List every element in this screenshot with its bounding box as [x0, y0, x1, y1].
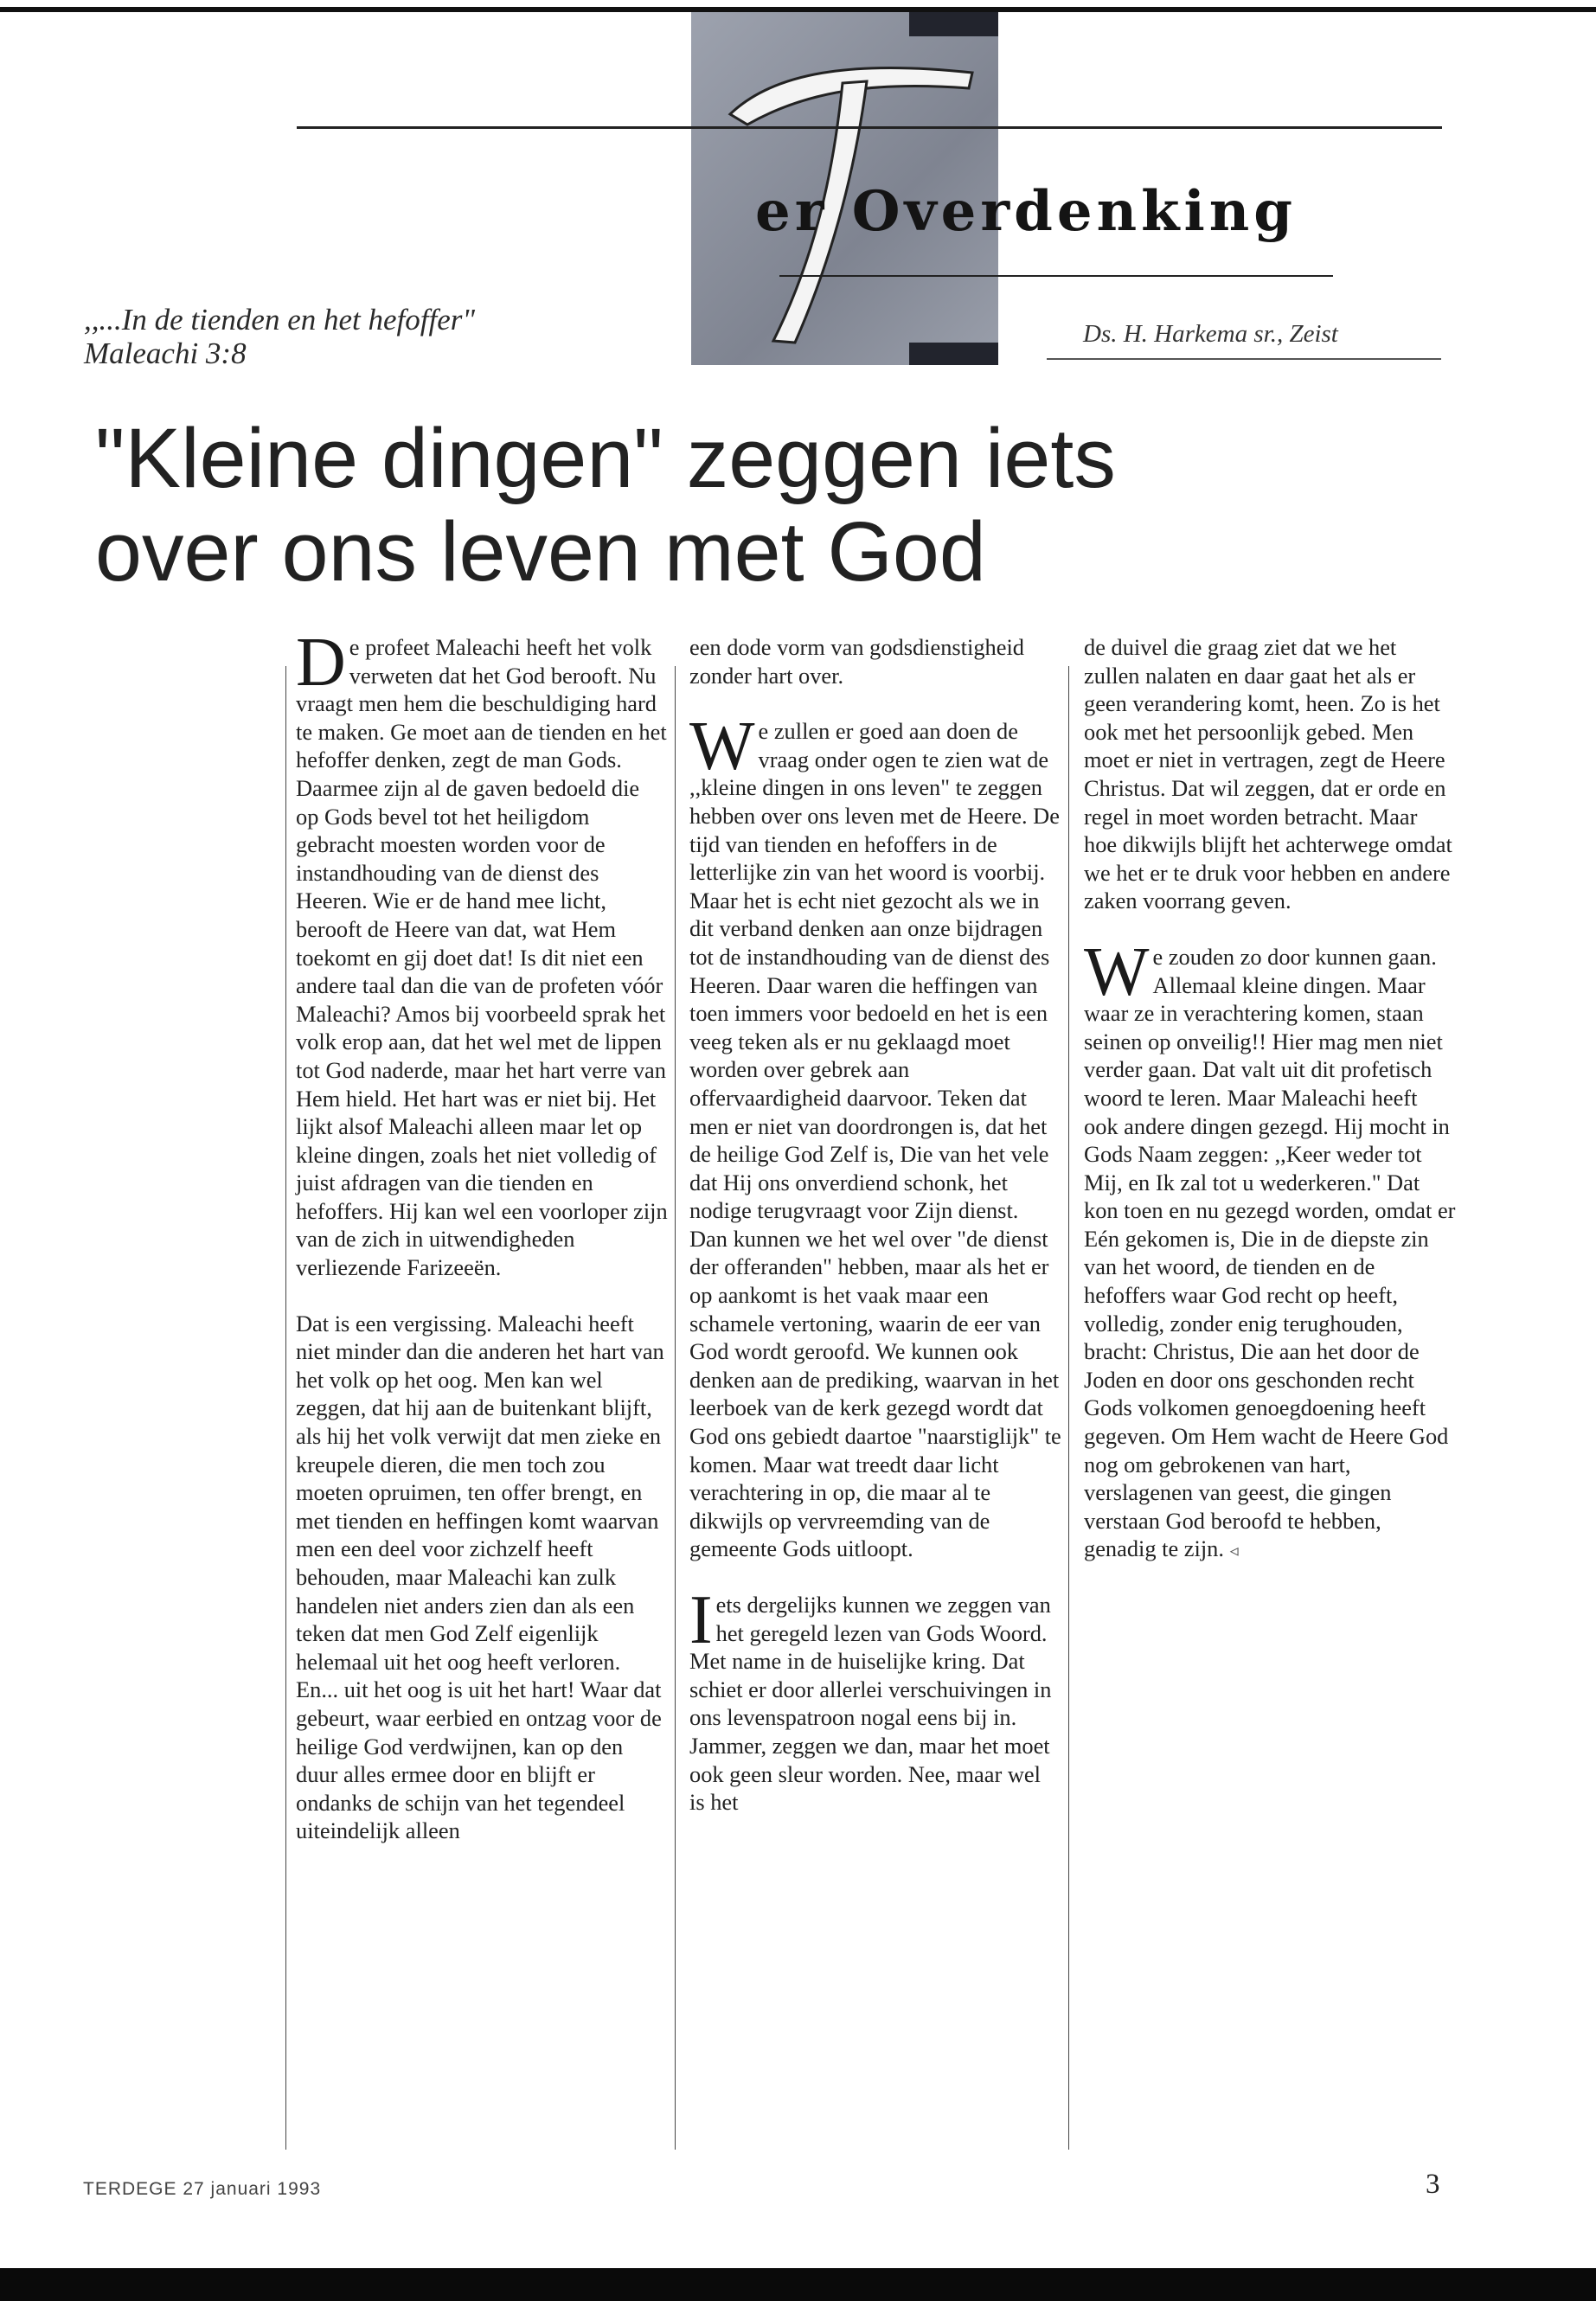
paragraph: [296, 1310, 668, 1845]
author-byline: Ds. H. Harkema sr., Zeist: [1083, 320, 1338, 348]
epigraph-quote: [84, 303, 475, 370]
headline: [95, 412, 1393, 599]
headline-line-2: over ons leven met God: [95, 504, 986, 599]
paragraph-text: e profeet Maleachi heeft het volk verweten dat het God berooft. Nu vraagt men hem die beschuldiging hard te maken. Ge moet aan de tienden en het hefoffer denken, zegt de man Gods. Daarmee zijn al de gaven bedoeld die op Gods bevel tot het heiligdom gebracht moesten worden voor de instandhouding van de dienst des Heeren. Wie er de hand mee licht, berooft de Heere van dat, wat Hem toekomt en gij doet dat! Is dit niet een andere taal dan die van de profeten vóór Maleachi? Amos bij voorbeeld sprak het volk erop aan, dat het wel met de lippen tot God naderde, maar het hart verre van Hem hield. Het hart was er niet bij. Het lijkt alsof Maleachi alleen maar let op kleine dingen, zoals het niet volledig of juist afdragen van die tienden en hefoffers. Hij kan wel een voorloper zijn van de zich in uitwendigheden verliezende Farizeeën.: [296, 634, 668, 1281]
epigraph-line: ,,...In de tienden en het hefoffer": [84, 303, 476, 336]
article-column-3: [1084, 633, 1456, 1593]
paragraph-text: e zouden zo door kunnen gaan. Allemaal kleine dingen. Maar waar ze in verachtering komen, staan seinen op onveilig!! Hier mag men niet verder gaan. Dat valt uit dit profetisch woord te leren. Maar Maleachi heeft ook andere dingen gezegd. Hij mocht in Gods Naam zeggen: ,,Keer weder tot Mij, en Ik zal tot u wederkeren." Dat kon toen en nu gezegd worden, omdat er Eén gekomen is, Die in de diepste zin van het woord, de tienden en de hefoffers waar God recht op heeft, volledig, zonder enig terughouden, bracht: Christus, Die aan het door de Joden en door ons geschonden recht Gods volkomen genoegdoening heeft gegeven. Om Hem wacht de Heere God nog om gebrokenen van hart, verslagenen van geest, die gingen verstaan God beroofd te hebben, genadig te zijn.: [1084, 943, 1456, 1562]
drop-cap: I: [689, 1582, 713, 1658]
drop-cap: D: [296, 625, 346, 701]
paragraph: [1084, 933, 1456, 1566]
logo-corner-top: [909, 12, 998, 36]
paragraph: [1084, 633, 1456, 915]
column-rule-2: [675, 666, 676, 2150]
author-rule: [1047, 358, 1441, 360]
paragraph-text: Dat is een vergissing. Maleachi heeft niet minder dan die anderen het hart van het volk op het oog. Men kan wel zeggen, dat hij aan de buitenkant blijft, als hij het volk verwijt dat men zieke en kreupele dieren, die men toch zou moeten opruimen, ten offer brengt, en met tienden en heffingen komt waarvan men een deel voor zichzelf heeft behouden, maar Maleachi kan zulk handelen niet anders zien dan als een teken dat men God Zelf eigenlijk helemaal uit het oog heeft verloren. En... uit het oog is uit het hart! Waar dat gebeurt, waar eerbied en ontzag voor de heilige God verdwijnen, kan op den duur alles ermee door en blijft er ondanks de schijn van het tegendeel uiteindelijk alleen: [296, 1310, 664, 1844]
header-rule-top: [297, 126, 1442, 129]
paragraph-text: de duivel die graag ziet dat we het zullen nalaten en daar gaat het als er geen verandering komt, heen. Zo is het ook met het persoonlijk gebed. Men moet er niet in vertragen, zegt de Heere Christus. Dat wil zeggen, dat er orde en regel in moet worden betracht. Maar hoe dikwijls blijft het achterwege omdat we het er te druk voor hebben en andere zaken voorrang geven.: [1084, 634, 1452, 914]
headline-line-1: "Kleine dingen" zeggen iets: [95, 411, 1116, 505]
column-rule-3: [1068, 666, 1069, 2150]
paragraph: [689, 708, 1061, 1563]
bottom-border: [0, 2268, 1596, 2301]
article-column-1: [296, 625, 668, 1873]
paragraph-text: ets dergelijks kunnen we zeggen van het geregeld lezen van Gods Woord. Met name in de huiselijke kring. Dat schiet er door allerlei verschuivingen in ons levenspatroon nogal eens bij in. Jammer, zeggen we dan, maar het moet ook geen sleur worden. Nee, maar wel is het: [689, 1592, 1052, 1816]
drop-cap: W: [689, 708, 755, 785]
paragraph-text: e zullen er goed aan doen de vraag onder ogen te zien wat de ,,kleine dingen in ons leven" te zeggen hebben over ons leven met de Heere. De tijd van tienden en hefoffers in de letterlijke zin van het woord is voorbij. Maar het is echt niet gezocht als we in dit verband denken aan onze bijdragen tot de instandhouding van de dienst des Heeren. Daar waren die heffingen van toen immers voor bedoeld en het is een veeg teken als er nu geklaagd moet worden over gebrek aan offervaardigheid daarvoor. Teken dat men er niet van doordrongen is, dat het de heilige God Zelf is, Die van het vele dat Hij ons onverdiend schonk, het nodige terugvraagt voor Zijn dienst. Dan kunnen we het wel over "de dienst der offeranden" hebben, maar als het er op aankomt is het vaak maar een schamele vertoning, waarin de eer van God wordt geroofd. We kunnen ook denken aan de prediking, waarvan in het leerboek van de kerk gezegd wordt dat God ons gebiedt daartoe "naarstiglijk" te komen. Maar wat treedt daar licht verachtering in op, die maar al te dikwijls op vervreemding van de gemeente Gods uitloopt.: [689, 718, 1061, 1562]
column-rule-1: [285, 666, 286, 2150]
paragraph: [296, 625, 668, 1282]
publication-footer: TERDEGE 27 januari 1993: [83, 2179, 322, 2199]
end-of-article-icon: ◃: [1229, 1541, 1239, 1561]
drop-cap: W: [1084, 933, 1150, 1010]
paragraph: [689, 633, 1061, 689]
paragraph: [689, 1582, 1061, 1817]
epigraph-reference: Maleachi 3:8: [84, 336, 247, 370]
header-rule-middle: [779, 275, 1333, 277]
article-column-2: [689, 633, 1061, 1844]
section-title: er Overdenking: [755, 179, 1298, 244]
page-number: 3: [1426, 2169, 1440, 2200]
paragraph-text: een dode vorm van godsdienstigheid zonder hart over.: [689, 634, 1024, 689]
